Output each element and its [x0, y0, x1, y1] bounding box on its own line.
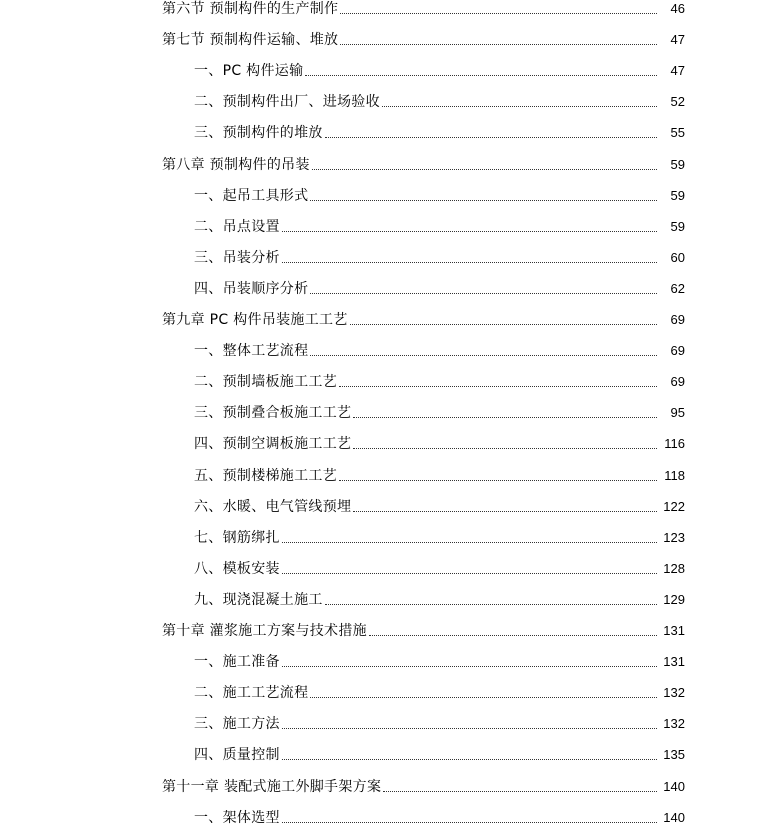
- toc-dot-leader: [325, 137, 657, 138]
- toc-entry-title: 四、质量控制: [194, 747, 280, 764]
- toc-entry-page-number: 59: [670, 187, 685, 203]
- toc-entry[interactable]: [0, 276, 685, 298]
- toc-entry-page-number: 60: [670, 249, 685, 265]
- toc-entry-title: 三、预制构件的堆放: [194, 125, 323, 142]
- toc-entry[interactable]: [0, 400, 685, 422]
- toc-dot-leader: [282, 666, 657, 667]
- toc-entry-title: 三、吊装分析: [194, 249, 280, 266]
- toc-dot-leader: [340, 13, 657, 14]
- toc-entry[interactable]: [0, 338, 685, 360]
- toc-entry-title: 八、模板安装: [194, 560, 280, 577]
- toc-entry-title: 第十章 灌浆施工方案与技术措施: [162, 623, 367, 639]
- toc-entry-title: 七、钢筋绑扎: [194, 529, 280, 546]
- toc-entry[interactable]: [0, 649, 685, 671]
- toc-entry-page-number: 59: [670, 156, 685, 172]
- toc-entry-title: 第八章 预制构件的吊装: [162, 156, 310, 173]
- toc-entry-page-number: 129: [663, 591, 685, 607]
- toc-entry-title: 三、施工方法: [194, 716, 280, 733]
- toc-entry-page-number: 52: [670, 94, 685, 110]
- toc-dot-leader: [310, 697, 657, 698]
- toc-dot-leader: [282, 573, 657, 574]
- toc-entry[interactable]: [0, 525, 685, 547]
- toc-entry-title: 一、起吊工具形式: [194, 187, 309, 204]
- toc-dot-leader: [325, 604, 657, 605]
- toc-dot-leader: [282, 542, 657, 543]
- toc-entry-title: 二、施工工艺流程: [194, 685, 309, 702]
- toc-dot-leader: [353, 417, 657, 418]
- toc-entry[interactable]: [0, 0, 685, 18]
- toc-dot-leader: [282, 822, 657, 823]
- toc-entry-title: 一、施工准备: [194, 654, 280, 671]
- toc-entry-title: 第九章 PC 构件吊装施工工艺: [162, 312, 348, 328]
- toc-entry-title: 一、PC 构件运输: [194, 63, 304, 80]
- toc-dot-leader: [310, 293, 657, 294]
- toc-entry-page-number: 128: [663, 560, 685, 576]
- toc-dot-leader: [310, 200, 657, 201]
- toc-entry-page-number: 47: [670, 32, 685, 48]
- toc-dot-leader: [282, 759, 657, 760]
- toc-entry[interactable]: [0, 556, 685, 578]
- toc-entry-title: 六、水暖、电气管线预埋: [194, 498, 352, 515]
- toc-entry[interactable]: [0, 711, 685, 733]
- toc-dot-leader: [382, 106, 657, 107]
- toc-entry-page-number: 116: [664, 436, 685, 452]
- toc-entry-title: 第十一章 装配式施工外脚手架方案: [162, 778, 382, 795]
- toc-entry-page-number: 140: [663, 778, 685, 794]
- toc-entry[interactable]: [0, 431, 685, 453]
- toc-entry-page-number: 47: [670, 63, 685, 79]
- toc-dot-leader: [353, 448, 657, 449]
- toc-entry-title: 二、预制构件出厂、进场验收: [194, 94, 380, 111]
- toc-entry[interactable]: [0, 587, 685, 609]
- toc-entry-title: 二、吊点设置: [194, 218, 280, 235]
- toc-entry[interactable]: [0, 245, 685, 267]
- toc-entry[interactable]: [0, 152, 685, 174]
- toc-entry-title: 一、架体选型: [194, 809, 280, 826]
- toc-entry[interactable]: [0, 774, 685, 796]
- toc-entry-page-number: 69: [670, 374, 685, 390]
- toc-entry[interactable]: [0, 183, 685, 205]
- toc-entry-page-number: 122: [663, 498, 685, 514]
- toc-entry[interactable]: [0, 742, 685, 764]
- toc-dot-leader: [282, 231, 657, 232]
- toc-entry-page-number: 132: [663, 685, 685, 701]
- toc-entry-page-number: 95: [670, 405, 685, 421]
- toc-dot-leader: [310, 355, 657, 356]
- toc-entry-page-number: 59: [670, 218, 685, 234]
- toc-dot-leader: [353, 511, 657, 512]
- toc-dot-leader: [312, 169, 657, 170]
- toc-entry-page-number: 69: [670, 343, 685, 359]
- toc-dot-leader: [340, 44, 657, 45]
- toc-entry-page-number: 131: [663, 654, 685, 670]
- toc-dot-leader: [339, 480, 657, 481]
- toc-entry[interactable]: [0, 805, 685, 827]
- toc-entry-title: 四、预制空调板施工工艺: [194, 436, 352, 453]
- toc-entry[interactable]: [0, 27, 685, 49]
- toc-entry-title: 二、预制墙板施工工艺: [194, 374, 337, 391]
- toc-entry-page-number: 69: [670, 312, 685, 327]
- toc-dot-leader: [350, 324, 657, 325]
- toc-entry[interactable]: [0, 369, 685, 391]
- toc-entry-page-number: 140: [663, 809, 685, 825]
- toc-entry-page-number: 132: [663, 716, 685, 732]
- toc-entry[interactable]: [0, 463, 685, 485]
- toc-entry[interactable]: [0, 680, 685, 702]
- toc-entry-page-number: 135: [663, 747, 685, 763]
- toc-dot-leader: [305, 75, 657, 76]
- toc-entry-page-number: 46: [670, 1, 685, 16]
- toc-entry-page-number: 55: [670, 125, 685, 141]
- toc-entry-title: 九、现浇混凝土施工: [194, 591, 323, 608]
- toc-entry-page-number: 131: [663, 623, 685, 638]
- toc-dot-leader: [383, 791, 657, 792]
- toc-entry-page-number: 118: [664, 467, 685, 483]
- toc-dot-leader: [282, 728, 657, 729]
- toc-entry-page-number: 62: [670, 280, 685, 296]
- toc-entry[interactable]: [0, 494, 685, 516]
- toc-entry-title: 第七节 预制构件运输、堆放: [162, 32, 339, 49]
- toc-entry-title: 第六节 预制构件的生产制作: [162, 1, 339, 17]
- toc-entry-title: 四、吊装顺序分析: [194, 280, 309, 297]
- toc-dot-leader: [282, 262, 657, 263]
- toc-entry-title: 三、预制叠合板施工工艺: [194, 405, 352, 422]
- toc-entry-title: 五、预制楼梯施工工艺: [194, 467, 337, 484]
- toc-entry-title: 一、整体工艺流程: [194, 343, 309, 360]
- toc-entry[interactable]: [0, 307, 685, 329]
- toc-dot-leader: [339, 386, 657, 387]
- toc-entry[interactable]: [0, 58, 685, 80]
- toc-entry[interactable]: [0, 618, 685, 640]
- toc-entry[interactable]: [0, 89, 685, 111]
- toc-entry[interactable]: [0, 214, 685, 236]
- toc-entry-page-number: 123: [663, 529, 685, 545]
- toc-dot-leader: [369, 635, 657, 636]
- toc-entry[interactable]: [0, 120, 685, 142]
